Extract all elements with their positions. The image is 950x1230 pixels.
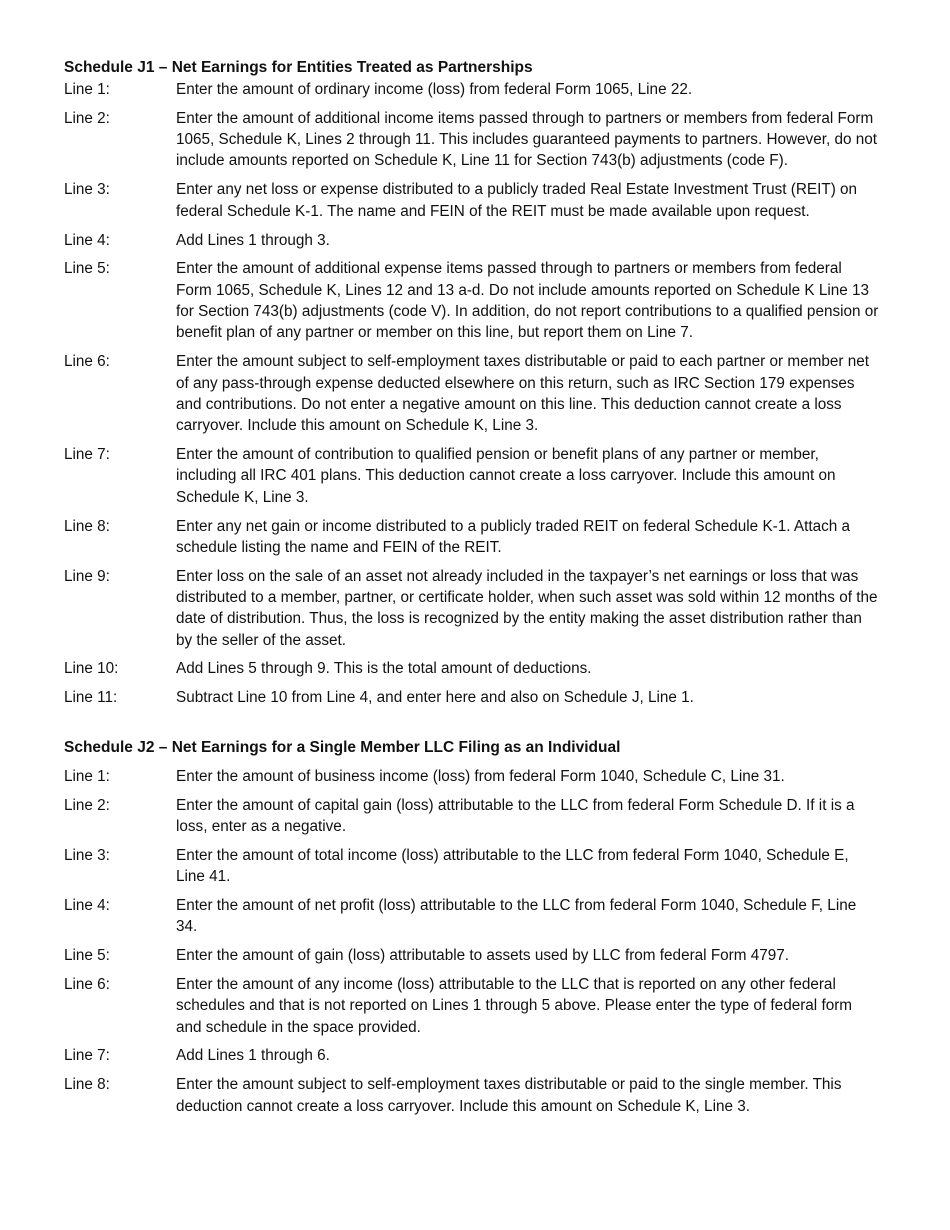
line-instruction: Enter any net loss or expense distributed to a publicly traded Real Estate Investment Trust (REIT) on federal Schedule K-1. The name and FEIN of the REIT must be made available upon request. (176, 181, 858, 220)
schedule-j1-section (64, 57, 890, 709)
line-label: Line 7: (64, 446, 110, 464)
section-title: Schedule J1 – Net Earnings for Entities Treated as Partnerships (64, 59, 533, 76)
line-label: Line 3: (64, 181, 110, 199)
instruction-line (64, 945, 890, 966)
instruction-line (64, 351, 890, 436)
line-label: Line 8: (64, 1076, 110, 1094)
section-title: Schedule J2 – Net Earnings for a Single Member LLC Filing as an Individual (64, 738, 621, 756)
instruction-line (64, 258, 890, 343)
line-label: Line 8: (64, 517, 110, 535)
instruction-line (64, 658, 890, 679)
line-label: Line 11: (64, 689, 118, 707)
line-instruction: Enter the amount of business income (loss) from federal Form 1040, Schedule C, Line 31. (176, 767, 785, 785)
line-label: Line 2: (64, 796, 110, 814)
line-instruction: Enter the amount of total income (loss) attributable to the LLC from federal Form 1040, Schedule E, Line 41. (176, 846, 849, 886)
line-label: Line 1: (64, 767, 110, 785)
line-instruction: Enter the amount of additional income items passed through to partners or members from federal Form 1065, Schedule K, Lines 2 through 11. This includes guaranteed payments to partners. However, do not include amounts reported on Schedule K, Line 11 for Section 743(b) adjustments (code F). (176, 109, 877, 170)
line-label: Line 3: (64, 846, 110, 864)
line-instruction: Add Lines 5 through 9. This is the total amount of deductions. (176, 660, 592, 678)
instruction-line (64, 444, 890, 508)
line-instruction: Add Lines 1 through 3. (176, 231, 330, 249)
instruction-line (64, 516, 890, 559)
line-label: Line 10: (64, 660, 119, 678)
line-label: Line 4: (64, 896, 110, 914)
line-label: Line 1: (64, 81, 110, 98)
line-instruction: Enter the amount of any income (loss) attributable to the LLC that is reported on any other federal schedules and that is not reported on Lines 1 through 5 above. Please enter the type of federal form and schedule in the space provided. (176, 976, 853, 1036)
line-label: Line 9: (64, 567, 110, 585)
instruction-line (64, 108, 890, 172)
line-instruction: Enter the amount subject to self-employment taxes distributable or paid to each partner or member net of any pass-through expense deducted elsewhere on this return, such as IRC Section 179 expenses and contributions. Do not enter a negative amount on this line. This deduction cannot create a loss carryover. Include this amount on Schedule K, Line 3. (176, 353, 869, 435)
instruction-line (64, 845, 890, 888)
line-instruction: Enter the amount of net profit (loss) attributable to the LLC from federal Form 1040, Schedule F, Line 34. (176, 896, 857, 936)
instruction-line (64, 974, 890, 1038)
schedule-j2-section (64, 737, 890, 1117)
line-instruction: Enter the amount of gain (loss) attributable to assets used by LLC from federal Form 4797. (176, 947, 790, 965)
instruction-line (64, 566, 890, 651)
instruction-line (64, 766, 890, 787)
line-label: Line 7: (64, 1047, 110, 1065)
line-instruction: Enter the amount of ordinary income (loss) from federal Form 1065, Line 22. (176, 81, 693, 98)
instruction-line (64, 230, 890, 251)
instruction-line (64, 1045, 890, 1066)
line-instruction: Enter the amount of additional expense items passed through to partners or members from federal Form 1065, Schedule K, Lines 12 and 13 a-d. Do not include amounts reported on Schedule K Line 13 for Section 743(b) adjustments (code V). In addition, do not report contributions to a qualified pension or benefit plan of any partner or member on this line, but report them on Line 7. (176, 260, 879, 342)
line-label: Line 6: (64, 976, 110, 993)
line-instruction: Subtract Line 10 from Line 4, and enter here and also on Schedule J, Line 1. (176, 689, 694, 707)
line-label: Line 4: (64, 231, 110, 249)
line-label: Line 5: (64, 260, 110, 278)
line-instruction: Enter the amount of capital gain (loss) attributable to the LLC from federal Form Schedule D. If it is a loss, enter as a negative. (176, 796, 855, 835)
line-instruction: Enter any net gain or income distributed to a publicly traded REIT on federal Schedule K-1. Attach a schedule listing the name and FEIN of the REIT. (176, 517, 851, 556)
instruction-line (64, 79, 890, 100)
instruction-line (64, 179, 890, 222)
line-instruction: Add Lines 1 through 6. (176, 1047, 330, 1065)
line-instruction: Enter loss on the sale of an asset not already included in the taxpayer’s net earnings or loss that was distributed to a member, partner, or certificate holder, when such asset was sold within 12 months of the date of distribution. Thus, the loss is recognized by the entity making the asset distribution rather than by the seller of the asset. (176, 567, 878, 649)
line-label: Line 6: (64, 353, 110, 371)
line-instruction: Enter the amount of contribution to qualified pension or benefit plans of any partner or member, including all IRC 401 plans. This deduction cannot create a loss carryover. Include this amount on Schedule K, Line 3. (176, 446, 836, 506)
line-label: Line 5: (64, 947, 110, 965)
instruction-line (64, 687, 890, 708)
instruction-line (64, 1074, 890, 1117)
line-label: Line 2: (64, 109, 110, 127)
instruction-line (64, 795, 890, 838)
line-instruction: Enter the amount subject to self-employment taxes distributable or paid to the single member. This deduction cannot create a loss carryover. Include this amount on Schedule K, Line 3. (176, 1076, 842, 1115)
instruction-line (64, 895, 890, 938)
